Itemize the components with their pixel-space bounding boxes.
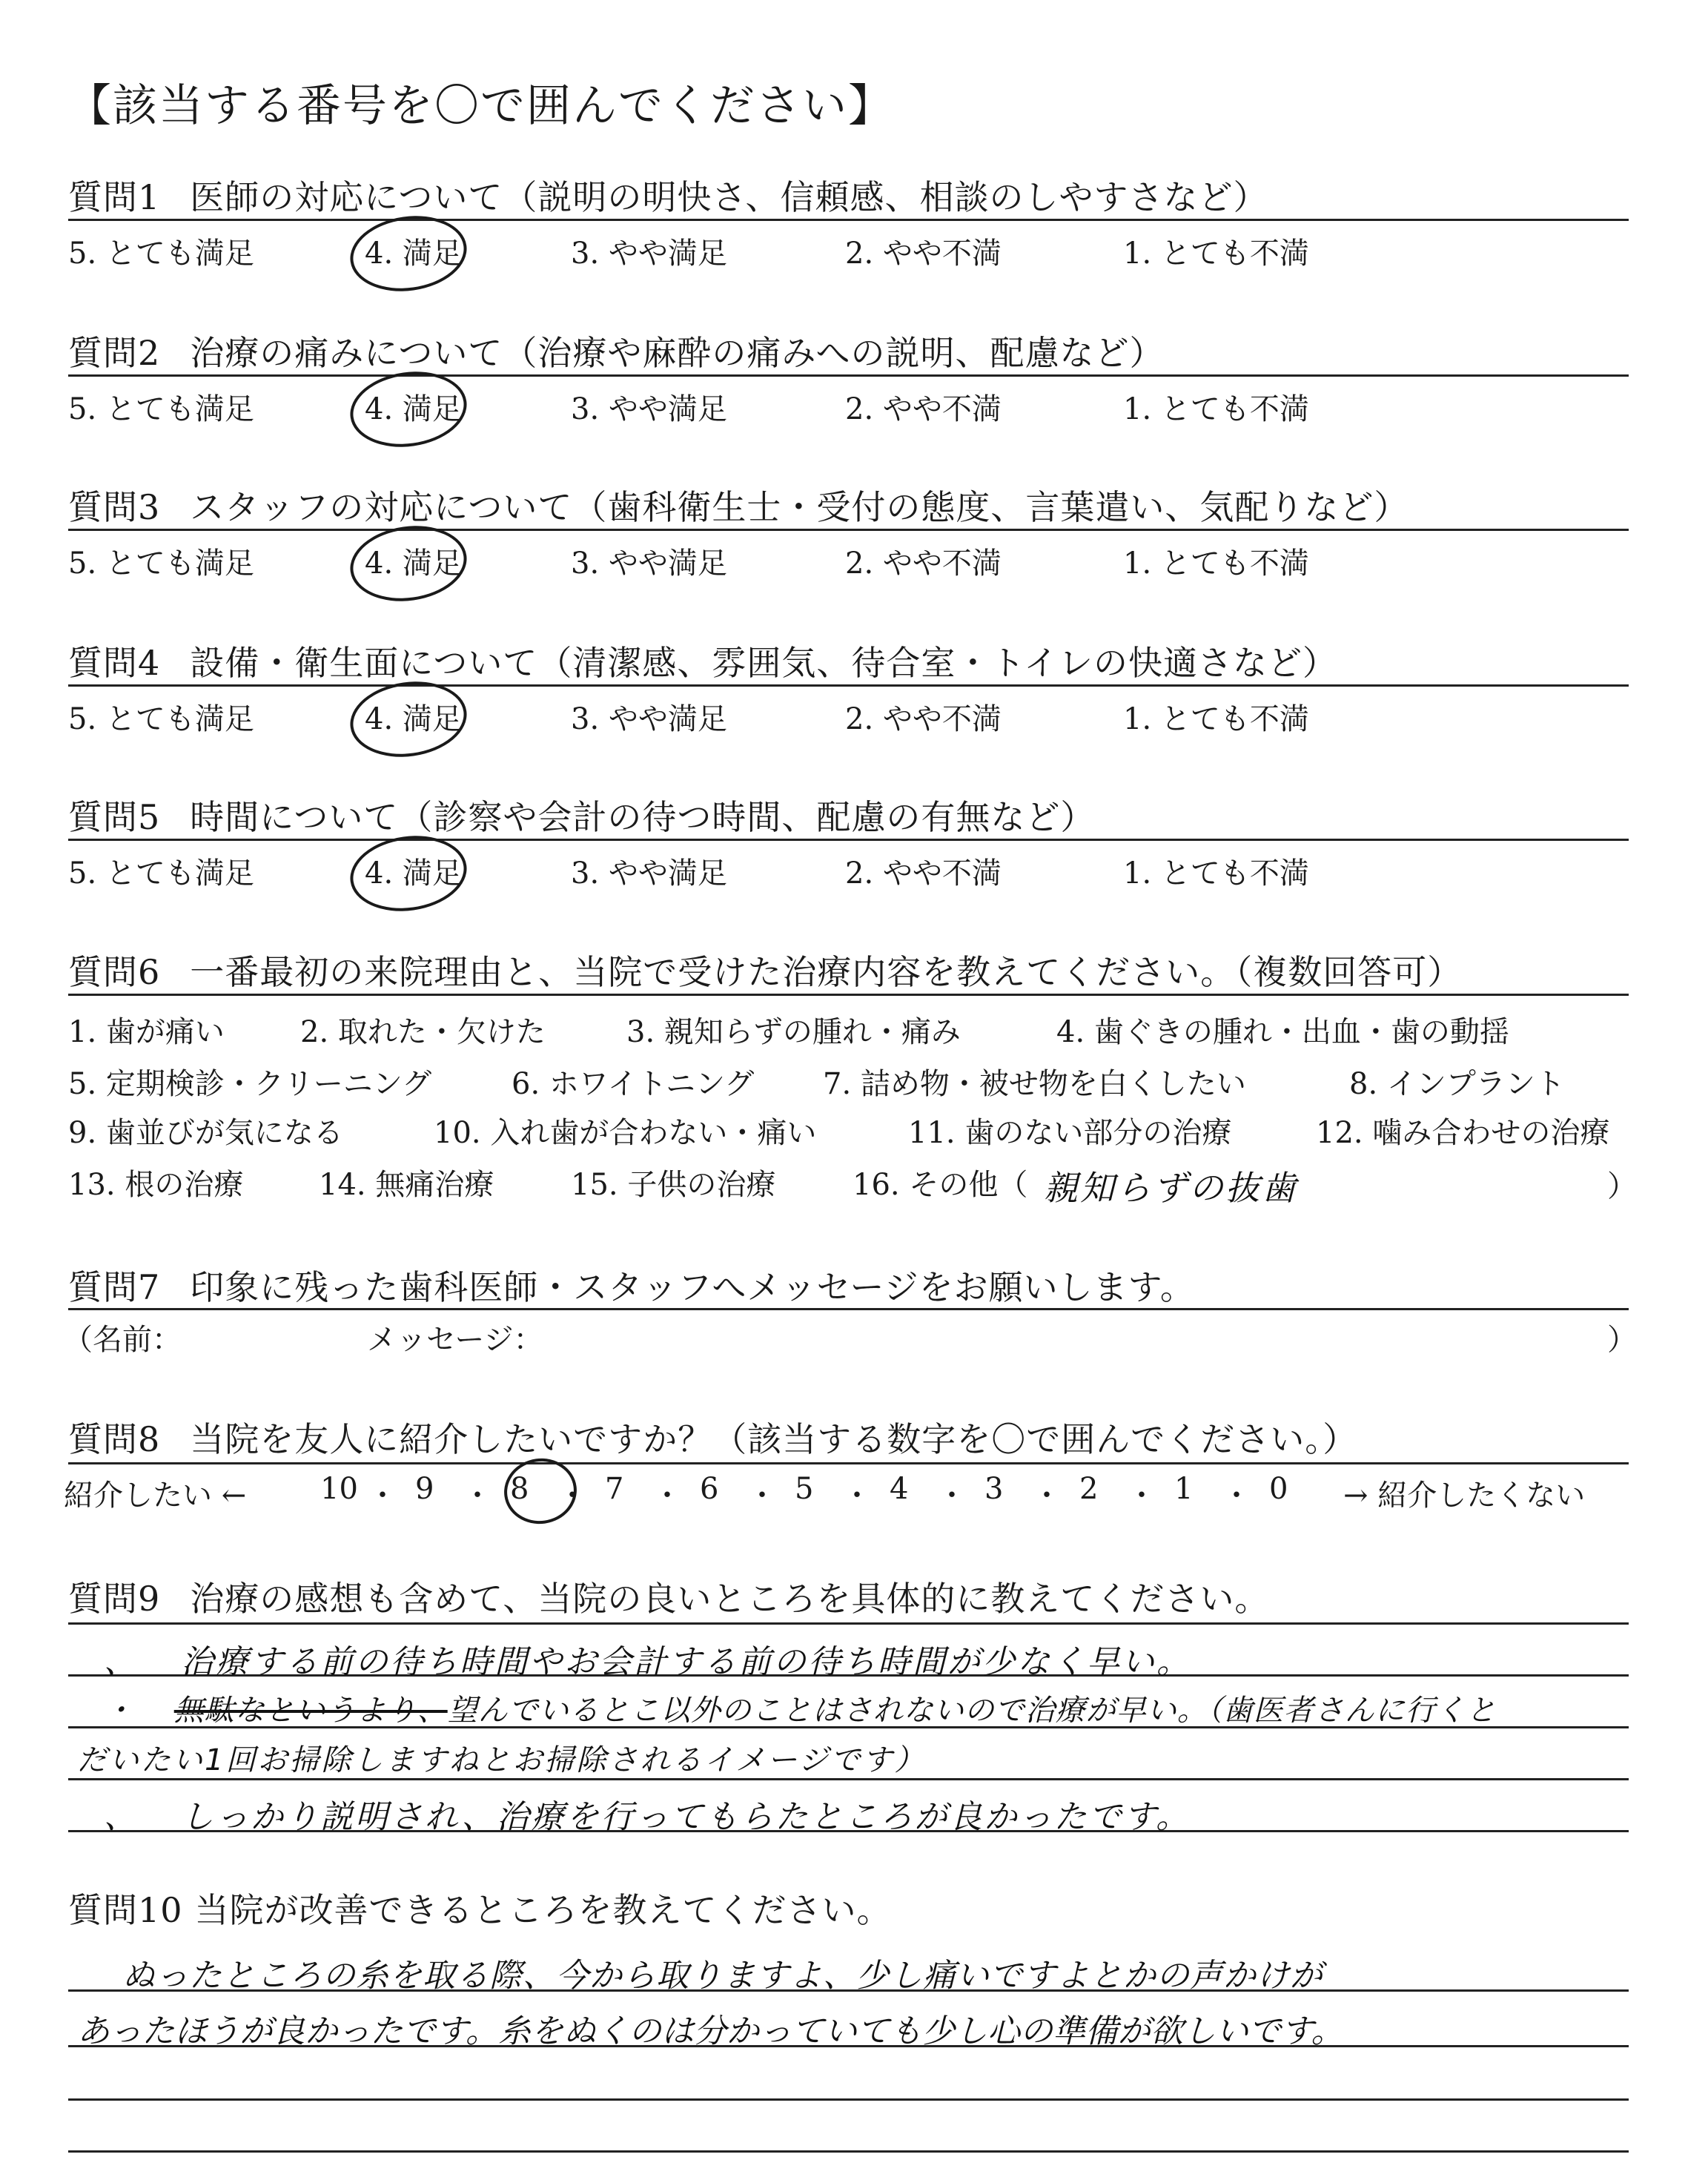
q5-option-2[interactable]: 2. やや不満 — [845, 856, 1002, 891]
q6-rule — [68, 994, 1629, 996]
q8-left-label: 紹介したい ← — [64, 1479, 247, 1513]
q7-text: 印象に残った歯科医師・スタッフへメッセージをお願いします。 — [190, 1267, 1195, 1307]
q3-rule — [68, 529, 1629, 531]
q6-title — [68, 945, 1462, 994]
q8-scale-5[interactable]: 5 — [795, 1472, 814, 1506]
q3-option-1[interactable]: 1. とても不満 — [1123, 546, 1309, 581]
q6-option-13[interactable]: 13. 根の治療 — [68, 1168, 244, 1202]
q8-separator: ・ — [842, 1479, 872, 1513]
q8-separator: ・ — [463, 1479, 492, 1513]
q5-number: 質問5 — [68, 797, 161, 837]
q4-option-4[interactable]: 4. 満足 — [365, 702, 462, 736]
q8-selection-circle — [500, 1454, 580, 1529]
q8-separator: ・ — [1127, 1479, 1156, 1513]
q5-option-3[interactable]: 3. やや満足 — [571, 856, 727, 891]
q2-rule — [68, 374, 1629, 377]
q8-separator: ・ — [557, 1479, 587, 1513]
q7-title — [68, 1261, 1195, 1309]
q1-option-1[interactable]: 1. とても不満 — [1123, 237, 1309, 271]
q1-option-3[interactable]: 3. やや満足 — [571, 237, 727, 271]
q5-title — [68, 790, 1095, 839]
q8-scale-10[interactable]: 10 — [320, 1472, 358, 1506]
q8-scale-2[interactable]: 2 — [1079, 1472, 1099, 1506]
instruction-heading: 【該当する番号を〇で囲んでください】 — [67, 80, 894, 132]
q8-separator: ・ — [747, 1479, 777, 1513]
q8-separator: ・ — [368, 1479, 397, 1513]
q5-option-4[interactable]: 4. 満足 — [365, 856, 462, 891]
q8-scale-9[interactable]: 9 — [415, 1472, 434, 1506]
q10-title — [68, 1883, 892, 1932]
q3-title — [68, 480, 1409, 529]
q2-option-4[interactable]: 4. 満足 — [365, 392, 462, 426]
q6-option-4[interactable]: 4. 歯ぐきの腫れ・出血・歯の動揺 — [1056, 1015, 1509, 1049]
q2-selection-circle — [345, 364, 471, 454]
q10-line-2: あったほうが良かったです。糸をぬくのは分かっていても少し心の準備が欲しいです。 — [77, 2012, 1344, 2050]
q3-option-4[interactable]: 4. 満足 — [365, 546, 462, 581]
q6-close-paren: ） — [1607, 1169, 1637, 1203]
q8-separator: ・ — [1032, 1479, 1062, 1513]
q1-selection-circle — [345, 208, 471, 298]
q2-number: 質問2 — [68, 333, 161, 373]
q3-selection-circle — [345, 518, 471, 608]
q1-number: 質問1 — [68, 177, 161, 217]
q6-option-12[interactable]: 12. 噛み合わせの治療 — [1316, 1116, 1610, 1150]
q6-option-11[interactable]: 11. 歯のない部分の治療 — [908, 1116, 1232, 1150]
q2-title — [68, 326, 1164, 375]
q6-number: 質問6 — [68, 952, 161, 992]
q9-line-4 — [104, 1790, 1191, 1837]
q4-option-2[interactable]: 2. やや不満 — [845, 702, 1002, 736]
q4-title — [68, 636, 1337, 685]
q3-option-5[interactable]: 5. とても満足 — [68, 546, 254, 581]
q6-option-10[interactable]: 10. 入れ歯が合わない・痛い — [434, 1116, 817, 1150]
q1-text: 医師の対応について（説明の明快さ、信頼感、相談のしやすさなど） — [190, 177, 1268, 217]
q6-option-6[interactable]: 6. ホワイトニング — [512, 1067, 755, 1101]
q10-text: 当院が改善できるところを教えてください。 — [194, 1890, 892, 1930]
q7-rule — [68, 1308, 1629, 1310]
q4-number: 質問4 — [68, 643, 161, 683]
q6-option-3[interactable]: 3. 親知らずの腫れ・痛み — [626, 1015, 961, 1049]
q6-option-5[interactable]: 5. 定期検診・クリーニング — [68, 1067, 432, 1101]
q5-selection-circle — [345, 828, 471, 918]
q9-line-1-bullet: 、 — [104, 1643, 139, 1681]
q5-rule — [68, 839, 1629, 841]
q5-option-1[interactable]: 1. とても不満 — [1123, 856, 1309, 891]
q9-line-3 — [77, 1737, 926, 1779]
q6-option-14[interactable]: 14. 無痛治療 — [319, 1168, 494, 1202]
q9-line-3-text: だいたい1回お掃除しますねとお掃除されるイメージです） — [77, 1743, 927, 1777]
q9-line-1 — [104, 1635, 1191, 1682]
q5-option-5[interactable]: 5. とても満足 — [68, 856, 254, 891]
q8-separator: ・ — [1222, 1479, 1251, 1513]
q8-number: 質問8 — [68, 1419, 161, 1459]
q6-option-8[interactable]: 8. インプラント — [1349, 1067, 1565, 1101]
q8-scale-1[interactable]: 1 — [1174, 1472, 1194, 1506]
q9-line-2-struck: 無駄なというより、 — [173, 1694, 448, 1728]
q6-option-9[interactable]: 9. 歯並びが気になる — [68, 1116, 343, 1150]
q8-text: 当院を友人に紹介したいですか？（該当する数字を〇で囲んでください。） — [190, 1419, 1358, 1459]
q6-other-answer: 親知らずの抜歯 — [1044, 1168, 1298, 1208]
q6-option-15[interactable]: 15. 子供の治療 — [571, 1168, 776, 1202]
q2-option-3[interactable]: 3. やや満足 — [571, 392, 727, 426]
q9-line-4-bullet: 、 — [104, 1798, 139, 1836]
q4-option-3[interactable]: 3. やや満足 — [571, 702, 727, 736]
q8-scale-7[interactable]: 7 — [605, 1472, 624, 1506]
q8-scale-8[interactable]: 8 — [510, 1472, 529, 1506]
q10-line-1: ぬったところの糸を取る際、今から取りますよ、少し痛いですよとかの声かけが — [122, 1957, 1323, 1995]
q6-option-7[interactable]: 7. 詰め物・被せ物を白くしたい — [823, 1067, 1246, 1101]
q8-scale-4[interactable]: 4 — [890, 1472, 909, 1506]
q7-close-paren: ） — [1607, 1323, 1637, 1357]
q4-text: 設備・衛生面について（清潔感、雰囲気、待合室・トイレの快適さなど） — [190, 643, 1338, 683]
q2-option-5[interactable]: 5. とても満足 — [68, 392, 254, 426]
q8-scale-0[interactable]: 0 — [1269, 1472, 1288, 1506]
q6-text: 一番最初の来院理由と、当院で受けた治療内容を教えてください。（複数回答可） — [190, 952, 1463, 992]
q7-message-label: メッセージ： — [367, 1323, 543, 1357]
q9-title — [68, 1572, 1269, 1621]
q3-number: 質問3 — [68, 487, 161, 527]
q8-scale-6[interactable]: 6 — [700, 1472, 719, 1506]
q9-line-1-text: 治療する前の待ち時間やお会計する前の待ち時間が少なく早い。 — [181, 1643, 1191, 1681]
q8-separator: ・ — [937, 1479, 967, 1513]
q9-line-4-text: しっかり説明され、治療を行ってもらたところが良かったです。 — [181, 1798, 1191, 1836]
q1-option-2[interactable]: 2. やや不満 — [845, 237, 1002, 271]
q9-text: 治療の感想も含めて、当院の良いところを具体的に教えてください。 — [190, 1579, 1270, 1619]
q6-option-1[interactable]: 1. 歯が痛い — [68, 1015, 225, 1049]
q4-option-1[interactable]: 1. とても不満 — [1123, 702, 1309, 736]
q4-rule — [68, 684, 1629, 687]
q9-number: 質問9 — [68, 1579, 161, 1619]
q6-option-16[interactable]: 16. その他（ — [853, 1168, 1028, 1202]
q7-name-label: （名前： — [63, 1323, 182, 1357]
q3-text: スタッフの対応について（歯科衛生士・受付の態度、言葉遣い、気配りなど） — [190, 487, 1409, 527]
q8-title — [68, 1413, 1357, 1462]
q2-text: 治療の痛みについて（治療や麻酔の痛みへの説明、配慮など） — [190, 333, 1165, 373]
q2-option-2[interactable]: 2. やや不満 — [845, 392, 1002, 426]
q3-option-2[interactable]: 2. やや不満 — [845, 546, 1002, 581]
q5-text: 時間について（診察や会計の待つ時間、配慮の有無など） — [190, 797, 1096, 837]
q1-option-5[interactable]: 5. とても満足 — [68, 237, 254, 271]
q3-option-3[interactable]: 3. やや満足 — [571, 546, 727, 581]
q9-rule-1 — [68, 1622, 1629, 1625]
q8-rule — [68, 1462, 1629, 1464]
q4-selection-circle — [345, 674, 471, 764]
q9-line-2-text: 望んでいるとこ以外のことはされないので治療が早い。（歯医者さんに行くと — [447, 1694, 1497, 1728]
q6-option-2[interactable]: 2. 取れた・欠けた — [300, 1015, 546, 1049]
q10-rule-4 — [68, 2150, 1629, 2153]
q7-number: 質問7 — [68, 1267, 161, 1307]
q4-option-5[interactable]: 5. とても満足 — [68, 702, 254, 736]
q10-rule-3 — [68, 2098, 1629, 2101]
q8-right-label: → 紹介したくない — [1343, 1479, 1586, 1513]
q8-scale-3[interactable]: 3 — [984, 1472, 1004, 1506]
q2-option-1[interactable]: 1. とても不満 — [1123, 392, 1309, 426]
q9-line-2 — [104, 1687, 1497, 1729]
q1-title — [68, 171, 1268, 219]
q1-option-4[interactable]: 4. 満足 — [365, 237, 462, 271]
q8-separator: ・ — [652, 1479, 682, 1513]
q9-line-2-bullet: ・ — [104, 1694, 134, 1728]
q1-rule — [68, 219, 1629, 221]
q10-number: 質問10 — [68, 1890, 183, 1930]
